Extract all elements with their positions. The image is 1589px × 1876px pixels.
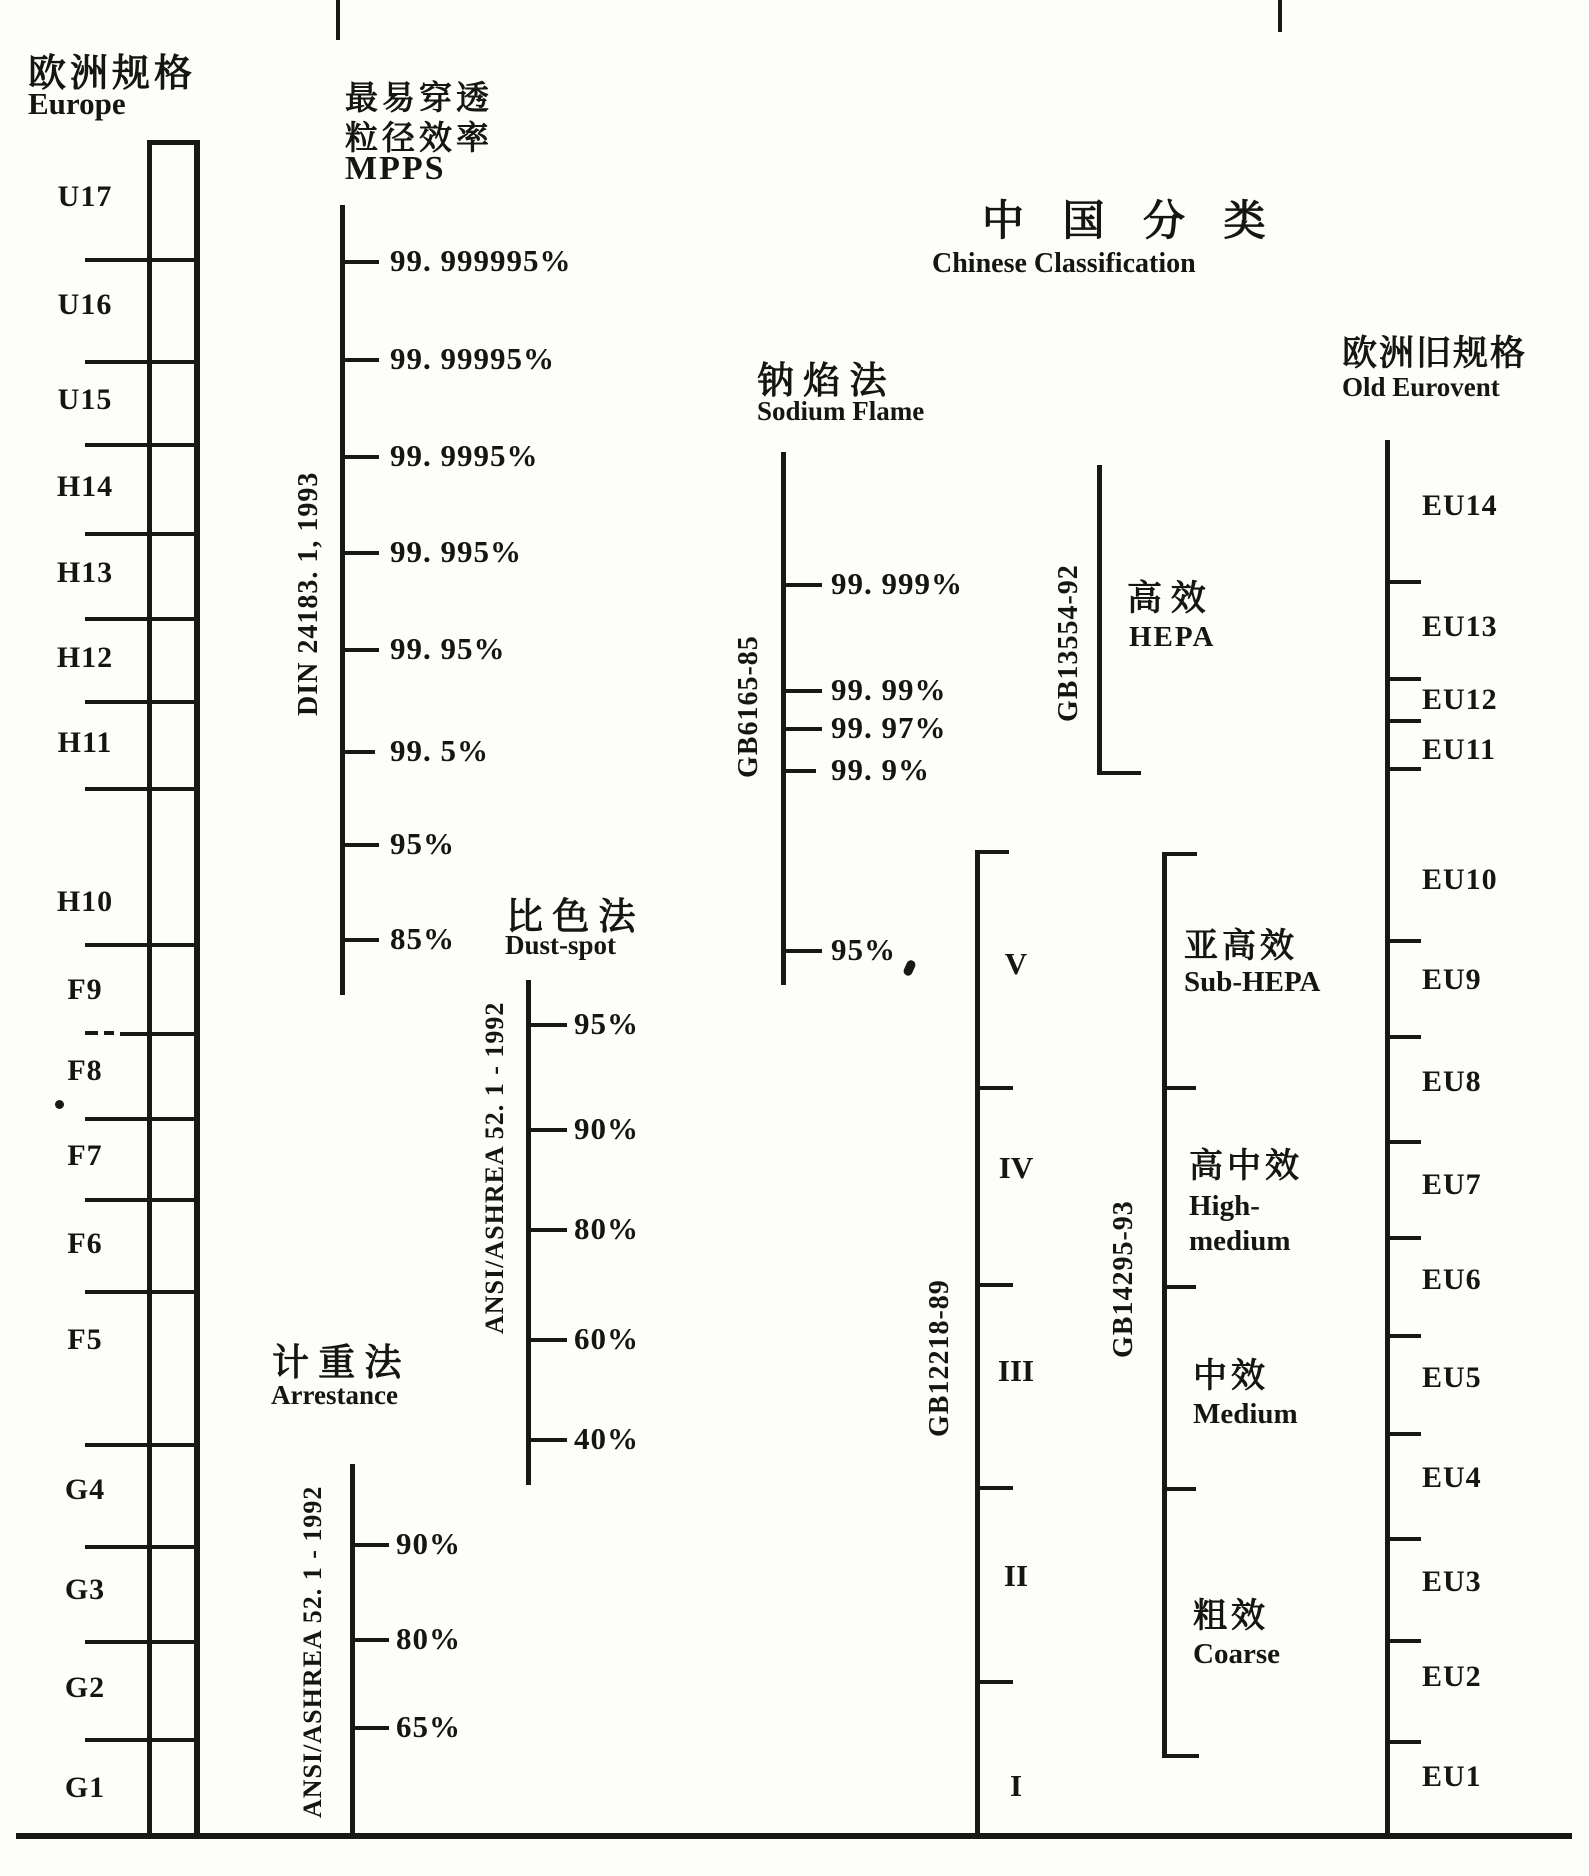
sodium-standard-label: GB6165-85 (733, 635, 764, 778)
mpps-tick-label: 99. 5% (390, 733, 489, 768)
europe-divider (85, 1198, 199, 1202)
sodium-tick-label: 95% (831, 932, 896, 967)
europe-divider (85, 700, 199, 704)
eurovent-tick (1390, 767, 1421, 771)
sodium-scale-line (781, 452, 786, 985)
europe-divider-dash (85, 1031, 98, 1035)
gb13554-standard-label: GB13554-92 (1053, 564, 1084, 722)
europe-divider (85, 1290, 199, 1294)
arrestance-scale-line (350, 1464, 355, 1838)
eurovent-class-label: EU11 (1422, 733, 1497, 766)
europe-divider (120, 1032, 199, 1036)
scan-artifact-line-right (1278, 0, 1282, 32)
eurovent-title-cn: 欧洲旧规格 (1342, 334, 1528, 373)
gb14295-divider (1167, 1086, 1196, 1090)
gb14295-bracket-foot (1162, 1754, 1199, 1758)
europe-class-label: U16 (57, 288, 113, 321)
arrestance-standard-label: ANSI/ASHREA 52. 1 - 1992 (298, 1485, 327, 1818)
eurovent-class-label: EU3 (1422, 1565, 1482, 1598)
high-medium-grade-en-line1: High- (1189, 1190, 1260, 1222)
europe-class-label: H10 (56, 885, 114, 918)
gb14295-divider (1167, 1487, 1196, 1491)
sodium-tick-label: 99. 999% (831, 566, 963, 601)
eurovent-title-en: Old Eurovent (1342, 372, 1500, 402)
europe-class-label: G4 (64, 1473, 106, 1506)
europe-ladder-left-line (147, 140, 152, 1837)
mpps-scale-line (340, 205, 345, 995)
arrestance-tick-label: 80% (396, 1621, 461, 1656)
mpps-tick-label: 99. 999995% (390, 243, 572, 278)
medium-grade-cn: 中效 (1193, 1358, 1269, 1395)
europe-class-label: G2 (64, 1671, 106, 1704)
gb14295-bracket-line (1162, 852, 1167, 1758)
gb13554-bracket-line (1097, 465, 1102, 775)
gb12218-grade-label: V (1004, 946, 1028, 981)
sodium-title-cn: 钠 焰 法 (757, 361, 887, 402)
eurovent-tick (1390, 1334, 1421, 1338)
mpps-tick (345, 455, 379, 459)
gb14295-divider (1167, 1285, 1196, 1289)
hepa-grade-en: HEPA (1129, 621, 1216, 653)
sodium-tick (786, 583, 822, 587)
gb12218-divider (980, 1283, 1013, 1287)
arrestance-tick (355, 1638, 389, 1642)
europe-class-label: G3 (64, 1573, 106, 1606)
eurovent-scale-line (1385, 440, 1390, 1837)
europe-class-label: F8 (67, 1054, 103, 1087)
sub-hepa-grade-en: Sub-HEPA (1184, 966, 1321, 998)
eurovent-class-label: EU13 (1422, 610, 1498, 643)
europe-class-label: U17 (57, 180, 113, 213)
ink-spot (55, 1100, 64, 1109)
eurovent-tick (1390, 1740, 1421, 1744)
coarse-grade-cn: 粗效 (1193, 1598, 1269, 1635)
mpps-tick (345, 843, 379, 847)
eurovent-tick (1390, 1236, 1421, 1240)
arrestance-tick-label: 65% (396, 1709, 461, 1744)
europe-class-label: H13 (56, 556, 114, 589)
europe-divider (85, 1117, 199, 1121)
europe-divider (85, 1443, 199, 1447)
dust-spot-tick (531, 1128, 567, 1132)
eurovent-tick (1390, 1639, 1421, 1643)
eurovent-class-label: EU10 (1422, 863, 1498, 896)
gb14295-bracket-top-arm (1162, 852, 1197, 856)
dust-spot-scale-line (526, 980, 531, 1485)
mpps-tick-label: 99. 995% (390, 534, 522, 569)
eurovent-tick (1390, 1537, 1421, 1541)
arrestance-tick-label: 90% (396, 1526, 461, 1561)
eurovent-tick (1390, 719, 1421, 723)
gb12218-standard-label: GB12218-89 (924, 1279, 955, 1437)
dust-spot-tick-label: 90% (574, 1111, 639, 1146)
mpps-tick (345, 938, 379, 942)
eurovent-class-label: EU4 (1422, 1461, 1482, 1494)
mpps-title-cn-line1: 最易穿透 (345, 81, 493, 117)
europe-ladder-right-line (194, 140, 200, 1837)
europe-divider (85, 943, 199, 947)
dust-spot-tick-label: 40% (574, 1421, 639, 1456)
mpps-tick (345, 358, 379, 362)
eurovent-class-label: EU9 (1422, 963, 1482, 996)
eurovent-tick (1390, 580, 1421, 584)
europe-divider-dash (104, 1031, 114, 1035)
dust-spot-tick (531, 1023, 567, 1027)
mpps-tick-label: 99. 95% (390, 631, 506, 666)
europe-title-en: Europe (28, 86, 126, 121)
eurovent-class-label: EU1 (1422, 1760, 1482, 1793)
scan-artifact-line-left (336, 0, 340, 40)
dust-spot-tick (531, 1338, 567, 1342)
eurovent-class-label: EU5 (1422, 1361, 1482, 1394)
sodium-tick-label: 99. 9% (831, 752, 930, 787)
eurovent-class-label: EU14 (1422, 489, 1498, 522)
eurovent-tick (1390, 939, 1421, 943)
sodium-tick (786, 949, 822, 953)
coarse-grade-en: Coarse (1193, 1638, 1280, 1670)
hepa-grade-cn: 高 效 (1127, 579, 1206, 618)
gb12218-grade-label: IV (998, 1150, 1034, 1185)
chinese-title-en: Chinese Classification (932, 248, 1196, 279)
sodium-title-en: Sodium Flame (757, 396, 925, 426)
dust-spot-title-en: Dust-spot (505, 930, 617, 960)
dust-spot-title-cn: 比 色 法 (506, 897, 636, 938)
arrestance-tick (355, 1726, 389, 1730)
high-medium-grade-cn: 高中效 (1189, 1148, 1303, 1185)
eurovent-class-label: EU6 (1422, 1263, 1482, 1296)
europe-class-label: G1 (64, 1771, 106, 1804)
mpps-tick (345, 750, 375, 754)
dust-spot-tick (531, 1228, 567, 1232)
sodium-tick (786, 727, 822, 731)
gb12218-bracket-top-arm (975, 850, 1009, 854)
dust-spot-tick (531, 1438, 567, 1442)
mpps-tick (345, 551, 379, 555)
dust-spot-tick-label: 80% (574, 1211, 639, 1246)
europe-divider (85, 258, 199, 262)
dust-spot-tick-label: 95% (574, 1006, 639, 1041)
europe-divider (85, 360, 199, 364)
mpps-tick (345, 648, 379, 652)
gb14295-standard-label: GB14295-93 (1108, 1200, 1139, 1358)
sodium-tick (786, 689, 822, 693)
dust-spot-standard-label: ANSI/ASHREA 52. 1 - 1992 (480, 1001, 509, 1334)
europe-class-label: U15 (57, 383, 113, 416)
mpps-tick-label: 99. 99995% (390, 341, 555, 376)
gb13554-bracket-foot (1097, 771, 1141, 775)
europe-ladder-top-cap (147, 140, 200, 145)
medium-grade-en: Medium (1193, 1398, 1298, 1430)
europe-class-label: F5 (67, 1323, 103, 1356)
europe-divider (85, 1545, 199, 1549)
sub-hepa-grade-cn: 亚高效 (1184, 928, 1298, 965)
europe-divider (85, 532, 199, 536)
europe-title-cn: 欧洲规格 (28, 53, 197, 95)
eurovent-class-label: EU12 (1422, 683, 1498, 716)
europe-divider (85, 1738, 199, 1742)
europe-class-label: H11 (57, 726, 113, 759)
bottom-axis-line (16, 1833, 1572, 1839)
gb12218-grade-label: III (997, 1353, 1035, 1388)
eurovent-tick (1390, 1432, 1421, 1436)
eurovent-class-label: EU7 (1422, 1168, 1482, 1201)
chinese-title-cn: 中 国 分 类 (982, 199, 1280, 245)
mpps-tick-label: 95% (390, 826, 455, 861)
europe-class-label: H12 (56, 641, 114, 674)
gb12218-divider (980, 1680, 1013, 1684)
mpps-title-cn-line2: 粒径效率 (345, 121, 493, 157)
mpps-tick-label: 85% (390, 921, 455, 956)
gb12218-grade-label: I (1009, 1768, 1023, 1803)
arrestance-title-cn: 计 重 法 (272, 1343, 402, 1384)
europe-divider (85, 1640, 199, 1644)
europe-class-label: F9 (67, 973, 103, 1006)
gb12218-divider (980, 1086, 1013, 1090)
eurovent-tick (1390, 677, 1421, 681)
arrestance-title-en: Arrestance (271, 1380, 398, 1410)
europe-divider (85, 617, 199, 621)
eurovent-tick (1390, 1140, 1421, 1144)
ink-spot (902, 959, 917, 977)
gb12218-bracket-line (975, 850, 980, 1838)
mpps-standard-label: DIN 24183. 1, 1993 (293, 471, 324, 716)
sodium-tick-label: 99. 97% (831, 710, 947, 745)
high-medium-grade-en-line2: medium (1189, 1225, 1291, 1257)
europe-divider (85, 443, 199, 447)
dust-spot-tick-label: 60% (574, 1321, 639, 1356)
sodium-tick (786, 769, 816, 773)
arrestance-tick (355, 1543, 389, 1547)
sodium-tick-label: 99. 99% (831, 672, 947, 707)
europe-divider (85, 787, 199, 791)
gb12218-grade-label: II (1003, 1558, 1029, 1593)
mpps-tick (345, 260, 379, 264)
eurovent-class-label: EU2 (1422, 1660, 1482, 1693)
gb12218-divider (980, 1486, 1013, 1490)
europe-class-label: H14 (56, 470, 114, 503)
mpps-title-en: MPPS (345, 150, 446, 187)
eurovent-class-label: EU8 (1422, 1065, 1482, 1098)
mpps-tick-label: 99. 9995% (390, 438, 539, 473)
europe-class-label: F7 (67, 1139, 103, 1172)
eurovent-tick (1390, 1035, 1421, 1039)
europe-class-label: F6 (67, 1227, 103, 1260)
